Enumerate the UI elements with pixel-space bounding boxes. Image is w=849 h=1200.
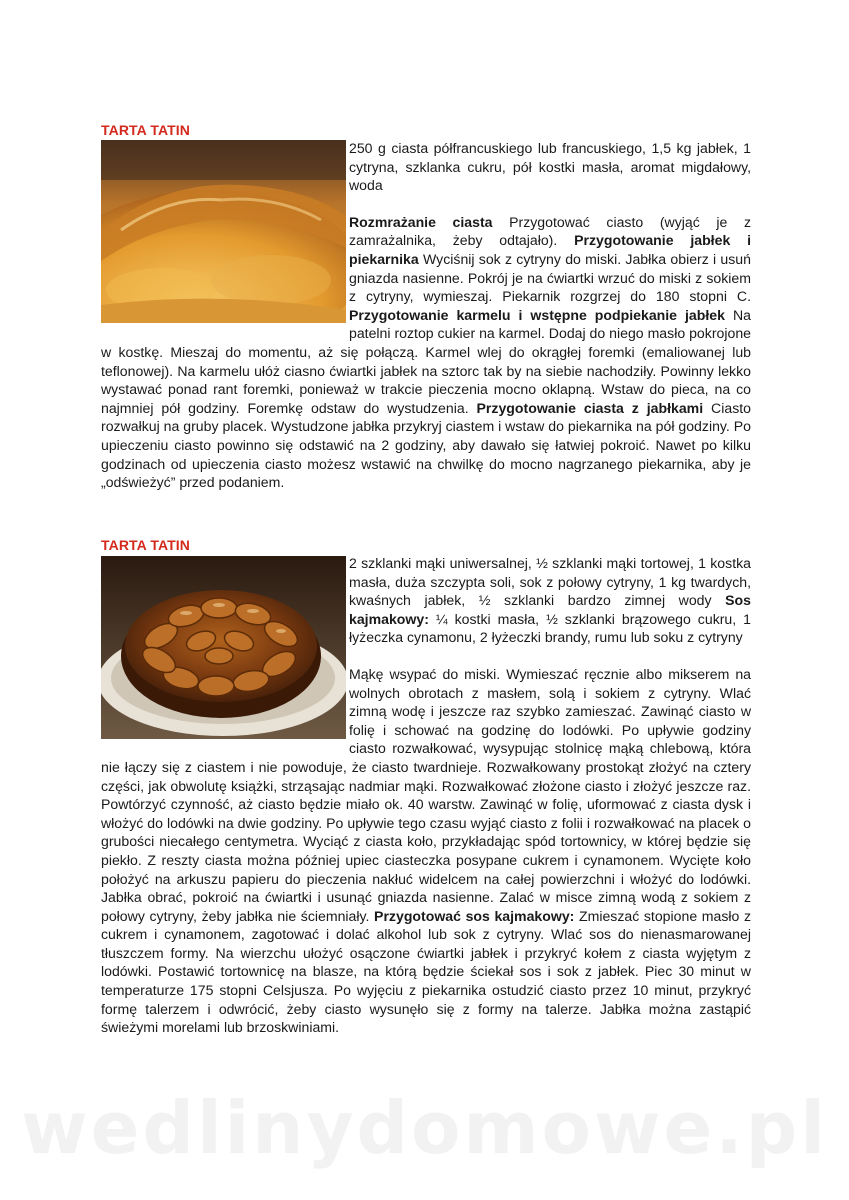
sauce-heading: Sos kajmakowy: [349, 592, 751, 627]
recipe-1 [101, 121, 751, 492]
ingredients-part: 2 szklanki mąki uniwersalnej, ½ szklanki mąki tortowej, 1 kostka masła, duża szczypta soli, sok z połowy cytryny, 1 kg twardych, kwaśnych jabłek, ½ szklanki bardzo zimnej wody [349, 555, 751, 609]
step-text: Ciasto rozwałkuj na gruby placek. Wystudzone jabłka przykryj ciastem i wstaw do piekarnika na pół godziny. Po upieczeniu ciasto powinno się odstawić na 2 godziny, aby dawało się łatwiej pokroić. Nawet po kilku godzinach od upieczenia ciasto możesz wstawić na chwilkę do mocno nagrzanego piekarnika, aby je „odświeżyć” przed podaniem. [101, 399, 751, 491]
method-part: Mąkę wsypać do miski. Wymieszać ręcznie albo mikserem na wolnych obrotach z masłem, solą i sokiem z cytryny. Wlać zimną wodę i jeszcze raz szybko zamieszać. Zawinąć ciasto w folię i schować na godzinę do lodówki. Po upływie godziny ciasto rozwałkować, wysypując stolnicę mąką chlebową, która nie łączy się z ciastem i nie powoduje, że ciasto twardnieje. Rozwałkowany prostokąt złożyć na cztery części, jak obwolutę książki, strząsając nadmiar mąki. Rozwałkować złożone ciasto i złożyć jeszcze raz. Powtórzyć czynność, aż ciasto będzie miało ok. 40 warstw. Zawinąć w folię, uformować z ciasta dysk i włożyć do lodówki na dwie godziny. Po upływie tego czasu wyjąć ciasto z folii i rozwałkować na placek o grubości niecałego centymetra. Wyciąć z ciasta koło, przykładając spód tortownicy, w której będzie się piekło. Z reszty ciasta można później upiec ciasteczka posypane cukrem i cynamonem. Wycięte koło położyć na arkuszu papieru do pieczenia nakłuć widelcem na całej powierzchni i włożyć do lodówki. Jabłka obrać, pokroić na ćwiartki i usunąć gniazda nasienne. Zalać w misce zimną wodą z sokiem z połowy cytryny, żeby jabłka nie ściemniały. [101, 665, 751, 924]
caramelized-apple-tart-photo [101, 140, 346, 323]
step-text: Wyciśnij sok z cytryny do miski. Jabłka obierz i usuń gniazda nasienne. Pokrój je na ćwiartki wrzuć do miski z sokiem z cytryny, wymieszaj. Piekarnik rozgrzej do 180 stopni C. [349, 250, 751, 305]
step-heading: Przygotować sos kajmakowy: [374, 907, 575, 924]
watermark: wedlinydomowe.pl [21, 1086, 828, 1170]
ingredients-text: 250 g ciasta półfrancuskiego lub francuskiego, 1,5 kg jabłek, 1 cytryna, szklanka cukru, pół kostki masła, aromat migdałowy, woda [349, 140, 751, 194]
step-heading: Przygotowanie karmelu i wstępne podpiekanie jabłek [349, 306, 725, 323]
recipe-title: TARTA TATIN [101, 537, 190, 553]
step-heading: Rozmrażanie ciasta [349, 213, 493, 230]
recipe-title: TARTA TATIN [101, 122, 190, 138]
apple-tart-on-plate-photo [101, 556, 346, 739]
method-part: Zmieszać stopione masło z cukrem i cynamonem, zagotować i dolać alkohol lub sok z cytryny. Wlać sos do nienasmarowanej tłuszczem formy. Na wierzchu ułożyć osączone ćwiartki jabłek i przykryć kołem z ciasta wyjętym z lodówki. Postawić tortownicę na blasze, na którą będzie ściekał sos i sok z jabłek. Piec 30 minut w temperaturze 175 stopni Celsjusza. Po wyjęciu z piekarnika ostudzić ciasto przez 10 minut, przykryć formę talerzem i odwrócić, żeby ciasto wysunęło się z formy na talerze. Jabłka można zastąpić świeżymi morelami lub brzoskwiniami. [101, 907, 752, 1036]
ingredients-part: ¼ kostki masła, ½ szklanki brązowego cukru, 1 łyżeczka cynamonu, 2 łyżeczki brandy, rumu lub soku z cytryny [349, 610, 751, 646]
step-heading: Przygotowanie ciasta z jabłkami [476, 399, 704, 416]
step-text: Przygotować ciasto (wyjąć je z zamrażalnika, żeby odtajało). [349, 213, 751, 249]
step-heading: Przygotowanie jabłek i piekarnika [349, 232, 751, 267]
step-text: Na patelni roztop cukier na karmel. Dodaj do niego masło pokrojone w kostkę. Mieszaj do momentu, aż się połączą. Karmel wlej do okrągłej foremki (emaliowanej lub teflonowej). Na karmelu ułóż ciasno ćwiartki jabłek na sztorc tak by na siebie nachodziły. Powinny lekko wystawać ponad rant foremki, ponieważ w trakcie pieczenia mocno oklapną. Wstaw do pieca, na co najmniej pół godziny. Foremkę odstaw do wystudzenia. [101, 306, 751, 416]
recipe-2 [101, 536, 751, 1037]
